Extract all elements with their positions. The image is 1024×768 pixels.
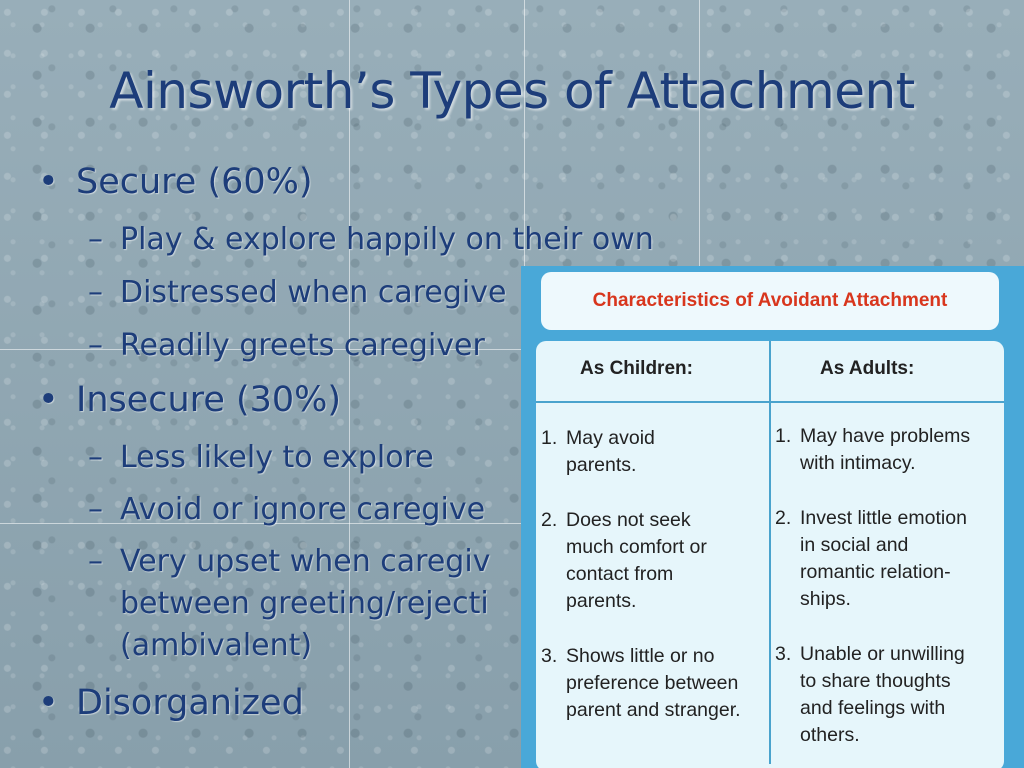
dash-icon: – [88, 440, 103, 475]
sub-bullet [88, 541, 490, 667]
adults-item-2 [775, 505, 967, 613]
dash-icon: – [88, 328, 103, 363]
item-line: contact from [566, 563, 674, 585]
characteristics-table [536, 341, 1004, 768]
item-line: Unable or unwilling [800, 643, 965, 665]
column-divider [769, 341, 771, 764]
sub-bullet-label: Very upset when caregiv [120, 544, 491, 579]
bullet-disorganized [38, 683, 304, 723]
item-line: May have problems [800, 425, 971, 447]
item-line: May avoid [566, 427, 655, 449]
sub-bullet-continuation: (ambivalent) [120, 628, 313, 663]
item-number: 2. [775, 507, 792, 529]
adults-item-1 [775, 423, 970, 477]
bullet-dot-icon: • [38, 380, 59, 420]
dash-icon: – [88, 492, 103, 527]
item-number: 1. [775, 425, 792, 447]
item-line: parents. [566, 590, 637, 612]
item-line: Shows little or no [566, 645, 715, 667]
sub-bullet-continuation: between greeting/rejecti [120, 586, 489, 621]
sub-bullet [88, 219, 654, 261]
bullet-dot-icon: • [38, 162, 59, 202]
figure-title: Characteristics of Avoidant Attachment [541, 272, 999, 330]
item-number: 3. [775, 643, 792, 665]
slide-title: Ainsworth’s Types of Attachment [109, 62, 915, 120]
children-item-2 [541, 507, 707, 615]
dash-icon: – [88, 222, 103, 257]
item-line: preference between [566, 672, 739, 694]
item-line: much comfort or [566, 536, 707, 558]
sub-bullet-label: Distressed when caregive [120, 275, 507, 310]
item-line: and feelings with [800, 697, 946, 719]
item-number: 1. [541, 427, 558, 449]
avoidant-attachment-figure [521, 266, 1024, 768]
item-line: parents. [566, 454, 637, 476]
header-divider [536, 401, 1004, 403]
bullet-label: Disorganized [76, 683, 304, 723]
item-line: in social and [800, 534, 909, 556]
column-header-adults: As Adults: [820, 358, 915, 379]
sub-bullet-label: Less likely to explore [120, 440, 434, 475]
bullet-label: Insecure (30%) [76, 380, 342, 420]
bullet-dot-icon: • [38, 683, 59, 723]
bullet-label: Secure (60%) [76, 162, 313, 202]
item-line: romantic relation- [800, 561, 951, 583]
dash-icon: – [88, 275, 103, 310]
item-number: 3. [541, 645, 558, 667]
children-item-3 [541, 643, 741, 724]
item-line: ships. [800, 588, 851, 610]
sub-bullet-label: Play & explore happily on their own [120, 222, 654, 257]
item-line: Invest little emotion [800, 507, 967, 529]
children-item-1 [541, 425, 655, 479]
sub-bullet [88, 437, 434, 479]
sub-bullet-label: Avoid or ignore caregive [120, 492, 486, 527]
item-line: to share thoughts [800, 670, 951, 692]
bullet-secure [38, 162, 313, 202]
bullet-insecure [38, 380, 341, 420]
item-line: with intimacy. [800, 452, 916, 474]
item-line: others. [800, 724, 860, 746]
column-header-children: As Children: [580, 358, 693, 379]
item-number: 2. [541, 509, 558, 531]
sub-bullet-label: Readily greets caregiver [120, 328, 485, 363]
adults-item-3 [775, 641, 965, 749]
sub-bullet [88, 272, 506, 314]
item-line: Does not seek [566, 509, 691, 531]
item-line: parent and stranger. [566, 699, 741, 721]
sub-bullet [88, 325, 485, 367]
dash-icon: – [88, 544, 103, 579]
sub-bullet [88, 489, 485, 531]
